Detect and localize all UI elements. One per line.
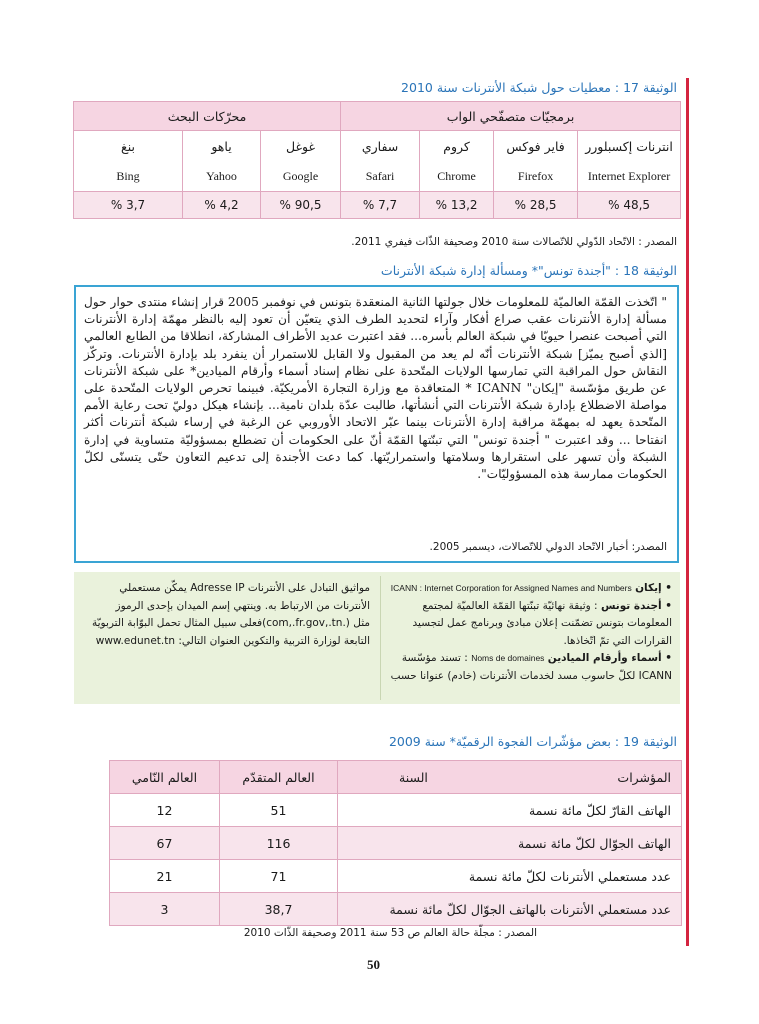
table-row bbox=[110, 893, 682, 926]
glossary-agenda-def: : وثيقة نهائيّة تبنّتها القمّة العالميّة لمجتمع المعلومات بتونس تضمّنت إعلان مبادئ وبرنامج عمل لتجسيد القرارات التي تمّ اتّخاذها. bbox=[412, 599, 672, 647]
glossary-domains-def: : تسند مؤسّسة ICANN لكلّ حاسوب مسد لخدمات الأنترنات (خادم) عنوانا حسب bbox=[390, 652, 672, 682]
glossary-domains-label: • أسماء وأرقام الميادين bbox=[547, 652, 672, 664]
row-developing: 67 bbox=[110, 827, 220, 860]
glossary-right-column bbox=[375, 580, 672, 685]
col-percentage: 28,5 % bbox=[494, 192, 578, 219]
col-percentage: 7,7 % bbox=[341, 192, 420, 219]
glossary-left-example: مثل (.com,.fr.gov,.tn)فعلى سبيل المثال تحمل البوّابة التربويّة التابعة لوزارة التربية والتكوين العنوان التالي: www.edunet.tn bbox=[91, 617, 370, 647]
col-en-label: Chrome bbox=[420, 161, 494, 192]
doc17-title: الوثيقة 17 : معطيات حول شبكة الأنترنات سنة 2010 bbox=[401, 80, 677, 95]
doc17-source: المصدر : الاتّحاد الدّولي للاتّصالات سنة 2010 وصحيفة الذّات فيفري 2011. bbox=[351, 236, 677, 248]
col-en-label: Yahoo bbox=[183, 161, 261, 192]
col-en-label: Safari bbox=[341, 161, 420, 192]
col-percentage: 48,5 % bbox=[578, 192, 681, 219]
glossary-domains-fr: Noms de domaines bbox=[471, 653, 545, 663]
row-developed: 116 bbox=[220, 827, 338, 860]
row-indicator: الهاتف القارّ لكلّ مائة نسمة bbox=[338, 794, 682, 827]
row-developing: 12 bbox=[110, 794, 220, 827]
glossary-icann-def: ICANN : Internet Corporation for Assigned Names and Numbers bbox=[390, 583, 632, 593]
glossary-left-column bbox=[80, 580, 370, 650]
row-developed: 51 bbox=[220, 794, 338, 827]
col-en-label: Firefox bbox=[494, 161, 578, 192]
glossary-icann-label: • إيكان bbox=[635, 582, 672, 594]
col-ar-label: فاير فوكس bbox=[494, 131, 578, 162]
doc18-source: المصدر: أخبار الاتّحاد الدولي للاتّصالات، ديسمبر 2005. bbox=[429, 541, 667, 553]
col-ar-label: ياهو bbox=[183, 131, 261, 162]
row-developing: 21 bbox=[110, 860, 220, 893]
page-margin-line bbox=[686, 78, 689, 946]
doc18-body: " اتّخذت القمّة العالميّة للمعلومات خلال جولتها الثانية المنعقدة بتونس في نوفمبر 2005 قرار إنشاء منتدى حوار حول مسألة إدارة الأنترنات عقب صراع أفكار وآراء لتحديد الطرف الذي يتعيّن أن تعود إليه بالنظر مهمّة إدارة الأنترنات التي أصبحت عنصرا حيويّا في شبكة العالم بأسره... فقد اعتبرت عديد الأطراف المشاركة، انطلاقا من الطابع العالمي [الذي أصبح يميّز] شبكة الأنترنات أنّه لم يعد من المقبول ولا القابل للاستمرار أن ينفرد بلد بإدارة الأنترنات. وتركّز النقاش حول المراقبة التي تمارسها الولايات المتّحدة على نظام إسناد أسماء وأرقام الميادين* على شبكة الأنترنات عن طريق مؤسّسة "إيكان" ICANN * المتعاقدة مع وزارة التجارة الأمريكيّة. فبينما تحرص الولايات المتّحدة على مواصلة الاضطلاع بإدارة شبكة الأنترنات التي أنشأتها، طالبت عدّة بلدان نامية... بإنشاء هيكل دوليّ تحت رعاية الأمم المتّحدة يعهد له بمهمّة مراقبة إدارة الأنترنات بينما عبّر الاتحاد الأوروبي عن الرغبة في إرساء شبكة أنترنات أكثر انفتاحا ... وقد اعتبرت " أجندة تونس" التي تبنّتها القمّة أنّ على الحكومات أن تضطلع بمسؤوليّة متساوية في إدارة الشبكة وأن تسهر على استقرارها وسلامتها واستمراريّتها. كما دعت الأجندة إلى تدعيم التعاون حتّى يتسنّى لكلّ الحكومات ممارسة هذه المسؤوليّات". bbox=[84, 295, 667, 482]
row-indicator: عدد مستعملي الأنترنات بالهاتف الجوّال لكلّ مائة نسمة bbox=[338, 893, 682, 926]
row-indicator: عدد مستعملي الأنترنات لكلّ مائة نسمة bbox=[338, 860, 682, 893]
glossary-divider bbox=[380, 576, 381, 700]
table-row bbox=[110, 794, 682, 827]
header-indicator: المؤشرات bbox=[617, 769, 671, 785]
doc19-table bbox=[109, 760, 682, 926]
col-percentage: 90,5 % bbox=[261, 192, 341, 219]
col-percentage: 3,7 % bbox=[74, 192, 183, 219]
header-year: السنة bbox=[399, 769, 428, 785]
glossary-box bbox=[74, 572, 680, 704]
col-percentage: 4,2 % bbox=[183, 192, 261, 219]
doc19-source: المصدر : مجلّة حالة العالم ص 53 سنة 2011 وصحيفة الذّات 2010 bbox=[243, 927, 537, 939]
doc18-textbox bbox=[74, 285, 679, 563]
row-indicator: الهاتف الجوّال لكلّ مائة نسمة bbox=[338, 827, 682, 860]
table-row bbox=[110, 860, 682, 893]
col-ar-label: بنغ bbox=[74, 131, 183, 162]
col-percentage: 13,2 % bbox=[420, 192, 494, 219]
row-developed: 71 bbox=[220, 860, 338, 893]
doc19-title: الوثيقة 19 : بعض مؤشّرات الفجوة الرقميّة* سنة 2009 bbox=[388, 734, 677, 749]
col-en-label: Google bbox=[261, 161, 341, 192]
page-number: 50 bbox=[367, 957, 380, 972]
col-en-label: Internet Explorer bbox=[578, 161, 681, 192]
col-ar-label: كروم bbox=[420, 131, 494, 162]
header-indicator-year bbox=[338, 761, 682, 794]
table-row bbox=[110, 827, 682, 860]
browsers-group-header: برمجيّات متصفّحي الواب bbox=[341, 102, 681, 131]
col-ar-label: سفاري bbox=[341, 131, 420, 162]
col-ar-label: غوغل bbox=[261, 131, 341, 162]
engines-group-header: محرّكات البحث bbox=[74, 102, 341, 131]
row-developed: 38,7 bbox=[220, 893, 338, 926]
glossary-agenda-label: • أجندة تونس bbox=[600, 599, 672, 612]
doc18-title: الوثيقة 18 : "أجندة تونس"* ومسألة إدارة شبكة الأنترنات bbox=[380, 263, 677, 278]
header-developing: العالم النّامي bbox=[110, 761, 220, 794]
header-developed: العالم المتقدّم bbox=[220, 761, 338, 794]
col-en-label: Bing bbox=[74, 161, 183, 192]
row-developing: 3 bbox=[110, 893, 220, 926]
col-ar-label: انترنات إكسبلورر bbox=[578, 131, 681, 162]
doc17-table bbox=[73, 101, 681, 219]
glossary-left-text: مواثيق التبادل على الأنترنات Adresse IP يمكّن مستعملي الأنترنات من الارتباط به. وينتهي إسم الميدان بإحدى الرموز bbox=[115, 582, 370, 612]
